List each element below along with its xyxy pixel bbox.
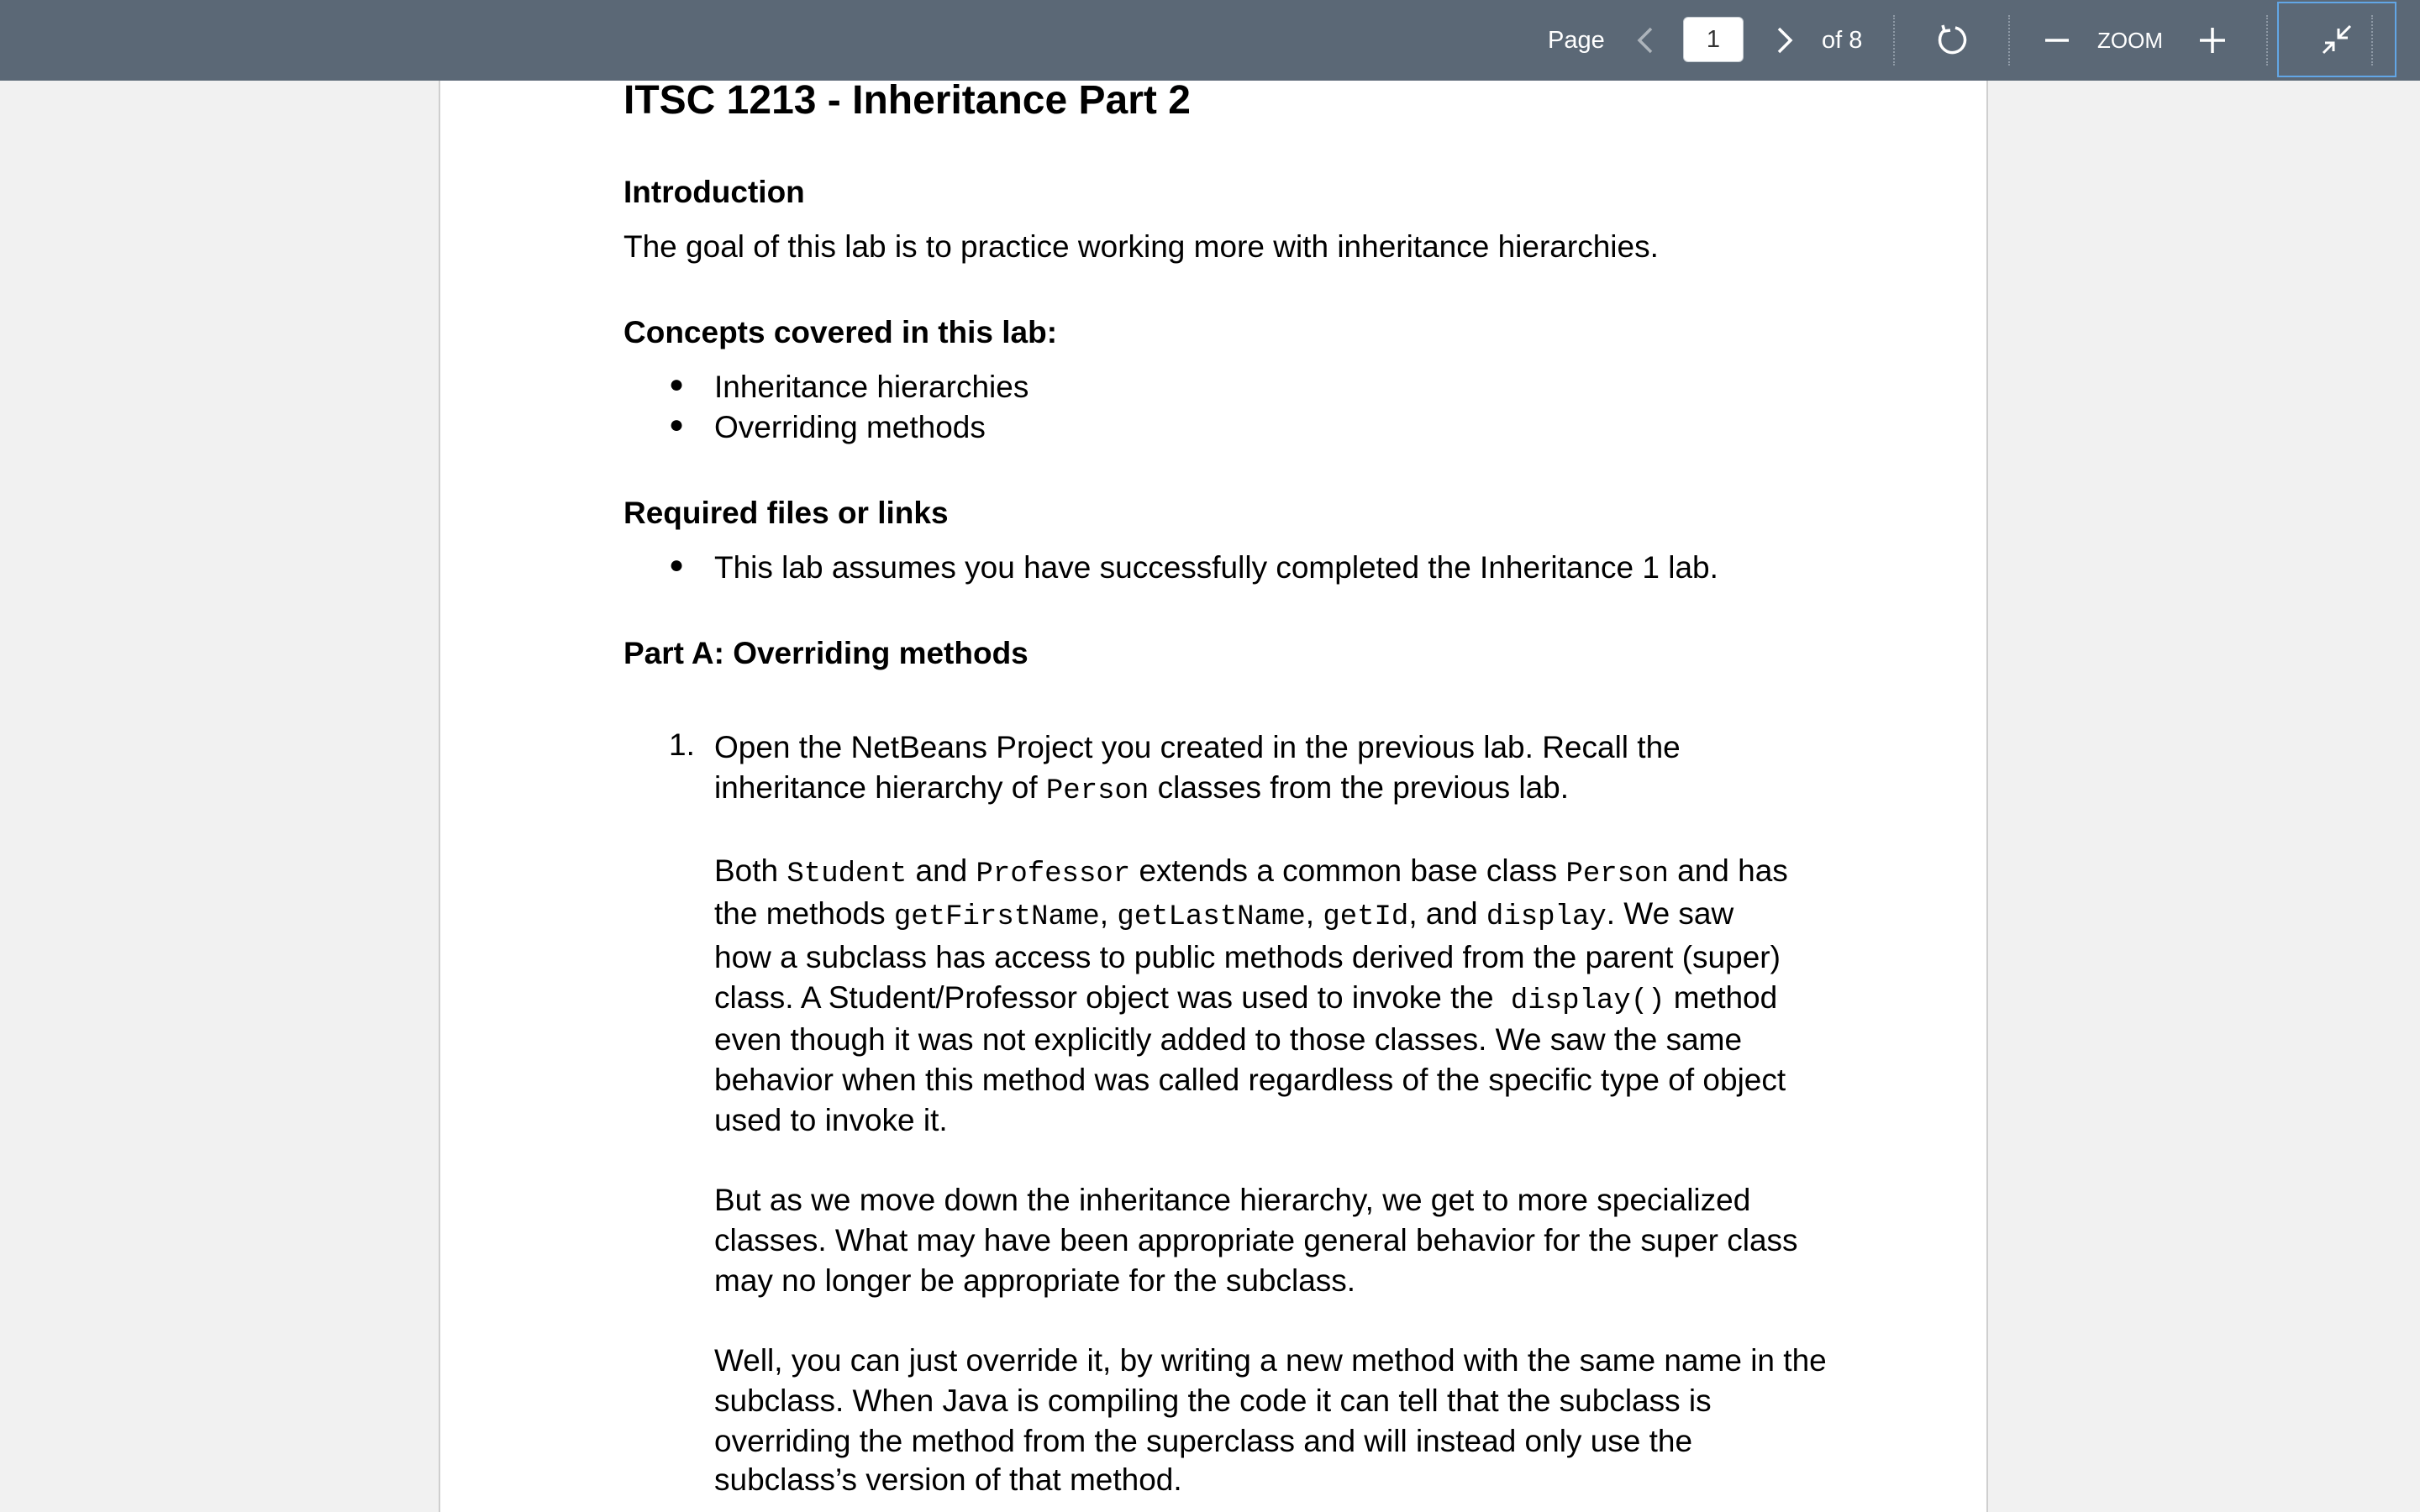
chevron-left-icon <box>1636 26 1655 55</box>
zoom-out-button[interactable] <box>2037 18 2077 62</box>
list-item: This lab assumes you have successfully completed the Inheritance 1 lab. <box>714 550 1718 585</box>
pdf-toolbar <box>0 0 2420 81</box>
paragraph-line <box>714 851 1788 895</box>
document-title: ITSC 1213 - Inheritance Part 2 <box>623 81 1191 123</box>
toolbar-divider <box>1893 15 1895 66</box>
zoom-in-button[interactable] <box>2191 18 2233 62</box>
text-run: method <box>1665 980 1778 1015</box>
document-viewer[interactable] <box>0 81 2420 1512</box>
page-number-input[interactable] <box>1683 17 1744 62</box>
paragraph-line: used to invoke it. <box>714 1103 948 1137</box>
rotate-icon <box>1935 23 1970 58</box>
paragraph-line <box>714 978 1777 1021</box>
total-pages-label: of 8 <box>1822 26 1863 54</box>
rotate-button[interactable] <box>1929 18 1976 62</box>
text-run: , <box>1305 896 1323 931</box>
toolbar-divider <box>2008 15 2010 66</box>
paragraph-line: classes. What may have been appropriate general behavior for the super class <box>714 1223 1798 1257</box>
page-label: Page <box>1548 26 1605 54</box>
paragraph-line: may no longer be appropriate for the subclass. <box>714 1263 1356 1298</box>
toolbar-divider <box>2371 15 2373 66</box>
text-run: classes from the previous lab. <box>1149 770 1570 805</box>
text-run: the methods <box>714 896 894 931</box>
introduction-text: The goal of this lab is to practice working more with inheritance hierarchies. <box>623 229 1659 264</box>
text-run: , <box>1099 896 1118 931</box>
code-professor: Professor <box>976 858 1131 890</box>
paragraph-line: subclass’s version of that method. <box>714 1462 1182 1497</box>
code-person: Person <box>1565 858 1669 890</box>
paragraph-line: But as we move down the inheritance hierarchy, we get to more specialized <box>714 1183 1751 1217</box>
paragraph-line: subclass. When Java is compiling the code it can tell that the subclass is <box>714 1383 1712 1418</box>
paragraph-line: overriding the method from the superclass and will instead only use the <box>714 1424 1693 1458</box>
step-text-line <box>714 768 1569 811</box>
collapse-arrows-icon <box>2320 23 2354 56</box>
paragraph-line: how a subclass has access to public methods derived from the parent (super) <box>714 940 1781 974</box>
code-student: Student <box>786 858 908 890</box>
zoom-label: ZOOM <box>2097 27 2163 53</box>
bullet: ● <box>669 551 685 579</box>
toolbar-divider <box>2266 15 2268 66</box>
introduction-heading: Introduction <box>623 175 805 209</box>
text-run: inheritance hierarchy of <box>714 770 1046 805</box>
code-person: Person <box>1045 775 1150 807</box>
bullet: ● <box>669 411 685 438</box>
exit-fullscreen-button[interactable] <box>2277 2 2396 77</box>
text-run: . We saw <box>1606 896 1734 931</box>
plus-icon <box>2199 27 2226 54</box>
minus-icon <box>2044 28 2070 53</box>
code-getid: getId <box>1323 901 1409 933</box>
text-run: extends a common base class <box>1130 853 1566 888</box>
paragraph-line: even though it was not explicitly added to those classes. We saw the same <box>714 1022 1743 1057</box>
step-text-line: Open the NetBeans Project you created in the previous lab. Recall the <box>714 730 1681 764</box>
list-item: Overriding methods <box>714 410 986 444</box>
code-getlastname: getLastName <box>1117 901 1306 933</box>
required-files-heading: Required files or links <box>623 496 949 530</box>
code-display-call: display() <box>1510 985 1665 1017</box>
paragraph-line <box>714 894 1733 937</box>
pdf-page <box>439 81 1988 1512</box>
concepts-heading: Concepts covered in this lab: <box>623 315 1058 349</box>
next-page-button[interactable] <box>1768 22 1802 59</box>
text-run: and <box>907 853 976 888</box>
code-display: display <box>1486 901 1607 933</box>
list-item: Inheritance hierarchies <box>714 370 1029 404</box>
bullet: ● <box>669 370 685 398</box>
step-number: 1. <box>669 727 695 762</box>
previous-page-button[interactable] <box>1628 22 1662 59</box>
code-getfirstname: getFirstName <box>893 901 1100 933</box>
paragraph-line: Well, you can just override it, by writing a new method with the same name in the <box>714 1343 1827 1378</box>
text-run: , and <box>1408 896 1486 931</box>
chevron-right-icon <box>1776 26 1794 55</box>
text-run: and has <box>1668 853 1788 888</box>
part-a-heading: Part A: Overriding methods <box>623 636 1028 670</box>
text-run: class. A Student/Professor object was used to invoke the <box>714 980 1502 1015</box>
text-run: Both <box>714 853 787 888</box>
paragraph-line: behavior when this method was called regardless of the specific type of object <box>714 1063 1786 1097</box>
